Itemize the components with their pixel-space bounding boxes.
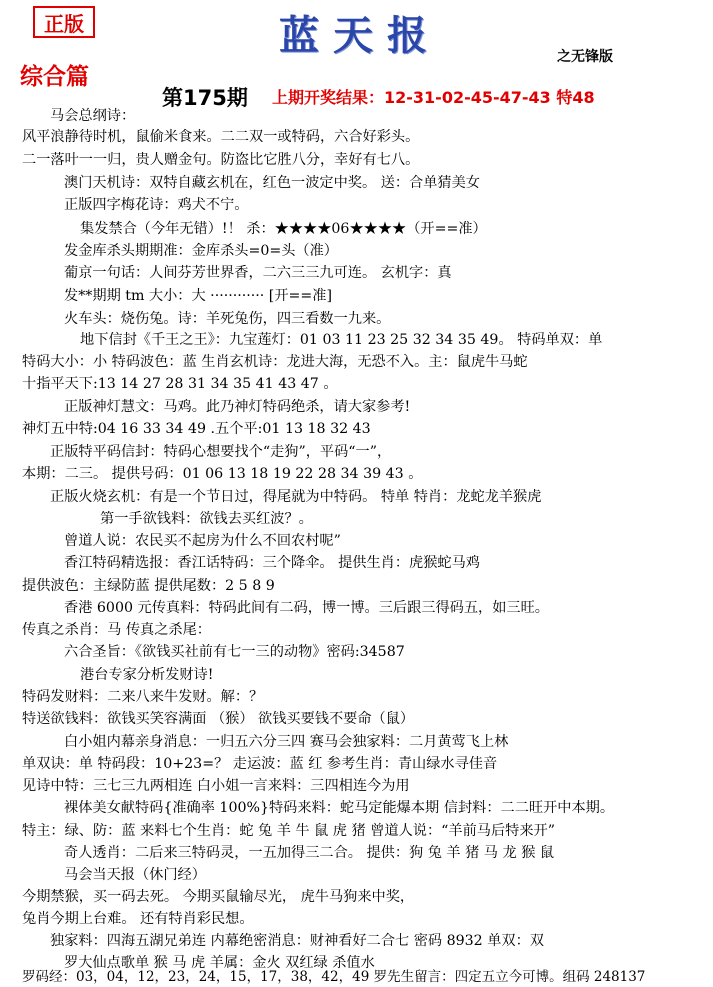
- text-line: 提供波色：主绿防蓝 提供尾数：2 5 8 9: [22, 578, 275, 594]
- text-line: 裸体美女献特码{准确率 100%}特码来料：蛇马定能爆本期 信封料：二二旺开中本期。: [64, 800, 615, 816]
- text-line: 正版火烧玄机：有是一个节日过，得尾就为中特码。 特单 特肖：龙蛇龙羊猴虎: [50, 489, 542, 505]
- text-line: 马会当天报（休门经）: [64, 867, 206, 883]
- text-line: 发金库杀头期期准：金库杀头=0=头（准）: [64, 243, 338, 259]
- text-line: 香港 6000 元传真料：特码此间有二码，博一博。三后跟三得码五，如三旺。: [64, 600, 549, 616]
- text-line: 集发禁合（今年无错）!！ 杀：★★★★06★★★★（开==准）: [80, 221, 487, 237]
- text-line: 特主：绿、防：蓝 来料七个生肖：蛇 兔 羊 牛 鼠 虎 猪 曾道人说：“羊前马后特来开”: [22, 823, 555, 839]
- text-line: 罗大仙点歌单 猴 马 虎 羊属：金火 双红绿 杀值水: [64, 955, 375, 971]
- text-line: 风平浪静待时机，鼠偷米食来。二二双一或特码，六合好彩头。: [22, 129, 420, 145]
- issue-number: 第175期: [162, 86, 248, 110]
- text-line: 本期：二三。 提供号码：01 06 13 18 19 22 28 34 39 43 。: [22, 466, 423, 482]
- text-line: 港台专家分析发财诗!: [80, 667, 214, 683]
- text-line: 兔肖今期上台难。 还有特肖彩民想。: [22, 911, 254, 927]
- text-line: 地下信封《千王之王》：九宝莲灯：01 03 11 23 25 32 34 35 49。 特码单双：单: [80, 332, 603, 348]
- text-line: 第一手欲钱料：欲钱去买红波？。: [100, 511, 313, 527]
- text-line: 奇人透肖：二后来三特码灵，一五加得三二合。 提供：狗 兔 羊 猪 马 龙 猴 鼠: [64, 845, 555, 861]
- text-line: 发**期期 tm 大小：大 ············ [开==准]: [64, 288, 333, 304]
- text-line: 六合圣旨：《欲钱买社前有七一三的动物》密码:34587: [64, 644, 405, 660]
- text-line: 见诗中特：三七三九两相连 白小姐一言来料：三四相连今为用: [22, 778, 410, 794]
- newspaper-title: 蓝天报: [279, 12, 441, 59]
- text-line: 传真之杀肖：马 传真之杀尾：: [22, 622, 211, 638]
- text-line: 葡京一句话：人间芬芳世界香，二六三三九可连。 玄机字：真: [64, 265, 452, 281]
- text-line: 单双诀：单 特码段：10+23=？ 走运波：蓝 红 参考生肖：青山绿水寻佳音: [22, 756, 498, 772]
- text-line: 曾道人说：农民买不起房为什么不回农村呢”: [64, 533, 341, 549]
- text-line: 正版特平码信封：特码心想要找个“走狗”，平码“一”，: [50, 444, 392, 460]
- text-line: 马会总纲诗：: [50, 108, 136, 124]
- text-line: 特码发财料：二来八来牛发财。解：？: [22, 689, 264, 705]
- text-line: 正版四字梅花诗：鸡犬不宁。: [64, 197, 249, 213]
- text-line: 正版神灯慧文：马鸡。此乃神灯特码绝杀，请大家参考!: [64, 399, 411, 415]
- text-line: 特送欲钱料：欲钱买笑容满面 （猴） 欲钱买要钱不要命（鼠）: [22, 711, 415, 727]
- text-line: 特码大小：小 特码波色：蓝 生肖玄机诗：龙进大海，无恐不入。主：鼠虎牛马蛇: [22, 354, 528, 370]
- text-line: 罗码经：03，04，12，23，24，15，17，38，42，49 罗先生留言：四定五立今可博。组码 248137: [22, 969, 646, 985]
- text-line: 今期禁猴，买一码去死。 今期买鼠输尽光， 虎牛马狗来中奖，: [22, 889, 415, 905]
- text-line: 白小姐内幕亲身消息：一归五六分三四 赛马会独家料：二月黄莺飞上林: [64, 734, 509, 750]
- text-line: 澳门天机诗：双特自藏玄机在，红色一波定中奖。 送：合单猜美女: [64, 175, 480, 191]
- text-line: 二一落叶一一归，贵人赠金句。防盗比它胜八分，幸好有七八。: [22, 152, 420, 168]
- text-line: 十指平天下:13 14 27 28 31 34 35 41 43 47 。: [22, 376, 338, 392]
- edition-badge: 正版: [33, 6, 95, 38]
- section-title: 综合篇: [20, 63, 89, 90]
- last-draw-result: 上期开奖结果：12-31-02-45-47-43 特48: [272, 88, 595, 107]
- text-line: 火车头：烧伤兔。诗：羊死兔伤，四三看数一九来。: [64, 311, 391, 327]
- text-line: 神灯五中特:04 16 33 34 49 .五个平:01 13 18 32 43: [22, 421, 371, 437]
- text-line: 香江特码精选报：香江话特码：三个降伞。 提供生肖：虎猴蛇马鸡: [64, 555, 480, 571]
- edition-label: 之无锋版: [557, 49, 613, 65]
- text-line: 独家料：四海五湖兄弟连 内幕绝密消息：财神看好二合七 密码 8932 单双：双: [50, 933, 544, 949]
